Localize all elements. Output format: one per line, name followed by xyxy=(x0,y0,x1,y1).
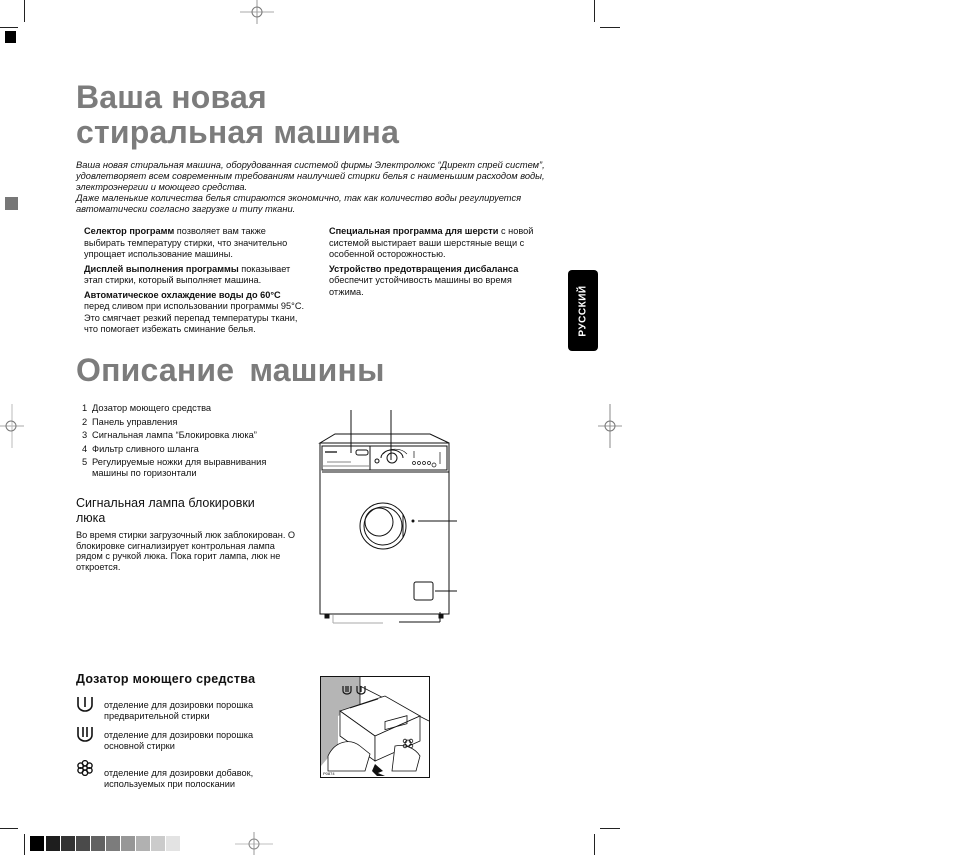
part-label: Фильтр сливного шланга xyxy=(92,443,199,454)
feature-item xyxy=(84,226,304,261)
mainwash-compartment-icon xyxy=(76,726,94,742)
part-label: Сигнальная лампа “Блокировка люка” xyxy=(92,430,257,440)
list-item xyxy=(82,402,302,416)
registration-mark-icon xyxy=(0,404,24,448)
feature-title: Селектор программ xyxy=(84,226,175,236)
color-swatch xyxy=(166,836,180,851)
intro-line-2: Даже маленькие количества белья стираются экономично, так как количество воды регулируется автоматически согласно загрузке и типу ткани. xyxy=(76,193,522,214)
features-left-column xyxy=(84,226,304,339)
crop-mark xyxy=(0,27,18,28)
feature-text: показывает этап стирки, который выполняет машина. xyxy=(84,263,291,285)
color-swatch xyxy=(91,836,105,851)
feature-text: обеспечит устойчивость машины во время отжима. xyxy=(329,275,512,297)
list-item xyxy=(76,726,286,756)
part-label: Регулируемые ножки для выравнивания машины по горизонтали xyxy=(92,457,267,478)
dispenser-drawer-illustration xyxy=(320,676,430,778)
svg-text:P0874: P0874 xyxy=(323,771,335,776)
crop-mark xyxy=(594,0,595,22)
feature-title: Устройство предотвращения дисбаланса xyxy=(329,263,519,274)
part-number: 1 xyxy=(82,403,88,413)
prewash-compartment-icon xyxy=(76,696,94,712)
part-number: 4 xyxy=(82,443,88,454)
feature-title: Дисплей выполнения программы xyxy=(84,263,239,274)
door-lock-text: Во время стирки загрузочный люк заблокирован. О блокировке сигнализирует контрольная лампа рядом с ручкой люка. Пока горит лампа, люк не откроется. xyxy=(76,530,296,572)
list-item xyxy=(82,429,302,443)
color-swatch xyxy=(136,836,150,851)
gray-marker-square xyxy=(5,197,18,210)
color-swatch xyxy=(30,836,44,851)
compartment-label: отделение для дозировки порошка предварительной стирки xyxy=(104,700,254,721)
language-tab-label: РУССКИЙ xyxy=(577,284,589,337)
crop-mark xyxy=(600,828,620,829)
part-number: 2 xyxy=(82,416,88,427)
crop-mark xyxy=(0,828,18,829)
color-swatch xyxy=(121,836,135,851)
color-swatch xyxy=(151,836,165,851)
feature-title: Специальная программа для шерсти xyxy=(329,226,499,236)
washing-machine-illustration xyxy=(315,410,465,632)
list-item xyxy=(76,696,286,726)
crop-mark xyxy=(24,0,25,22)
feature-title: Автоматическое охлаждение воды до 60°C xyxy=(84,289,281,300)
language-tab xyxy=(568,270,598,351)
list-item xyxy=(82,443,302,457)
registration-mark-icon xyxy=(598,404,622,448)
color-swatch xyxy=(76,836,90,851)
page-title: Ваша новая стиральная машина xyxy=(76,79,400,150)
black-marker-square xyxy=(5,31,16,43)
crop-mark xyxy=(600,27,620,28)
parts-list xyxy=(82,402,302,480)
section-title-machine-description: Описание машины xyxy=(76,352,385,388)
list-item xyxy=(82,416,302,430)
feature-item xyxy=(329,226,539,261)
door-lock-heading: Сигнальная лампа блокировки люка xyxy=(76,496,255,525)
list-item xyxy=(76,760,286,790)
part-number: 5 xyxy=(82,457,88,467)
compartment-label: отделение для дозировки добавок, используемых при полоскании xyxy=(104,768,254,789)
color-swatch xyxy=(46,836,60,851)
feature-text: перед сливом при использовании программы 95°C. Это смягчает резкий перепад температуры ткани, что помогает избежать сминание белья. xyxy=(84,301,305,334)
softener-flower-icon xyxy=(76,760,94,776)
feature-item xyxy=(84,264,304,287)
dispenser-heading: Дозатор моющего средства xyxy=(76,672,256,686)
part-number: 3 xyxy=(82,430,88,440)
crop-mark xyxy=(24,834,25,855)
part-label: Панель управления xyxy=(92,416,178,427)
dispenser-compartments-list xyxy=(76,696,286,789)
compartment-label: отделение для дозировки порошка основной стирки xyxy=(104,730,254,751)
crop-mark xyxy=(594,834,595,855)
feature-item xyxy=(84,290,304,336)
features-right-column xyxy=(329,226,539,301)
feature-text: с новой системой выстирает ваши шерстяные вещи с особенной осторожностью. xyxy=(329,226,534,259)
registration-mark-icon xyxy=(235,832,273,855)
feature-item xyxy=(329,264,539,299)
list-item xyxy=(82,456,302,480)
color-swatch xyxy=(61,836,75,851)
registration-mark-icon xyxy=(240,0,274,24)
intro-line-1: Ваша новая стиральная машина, оборудованная системой фирмы Электролюкс “Директ спрей систем”, удовлетворяет всем современным требованиям наилучшей стирки белья с наименьшим расходом воды, электроэнергии и моющего средства. xyxy=(76,160,545,192)
part-label: Дозатор моющего средства xyxy=(92,403,212,413)
feature-text: позволяет вам также выбирать температуру стирки, что значительно упрощает использование машины. xyxy=(84,226,288,259)
color-swatch xyxy=(106,836,120,851)
intro-paragraph xyxy=(76,160,556,215)
